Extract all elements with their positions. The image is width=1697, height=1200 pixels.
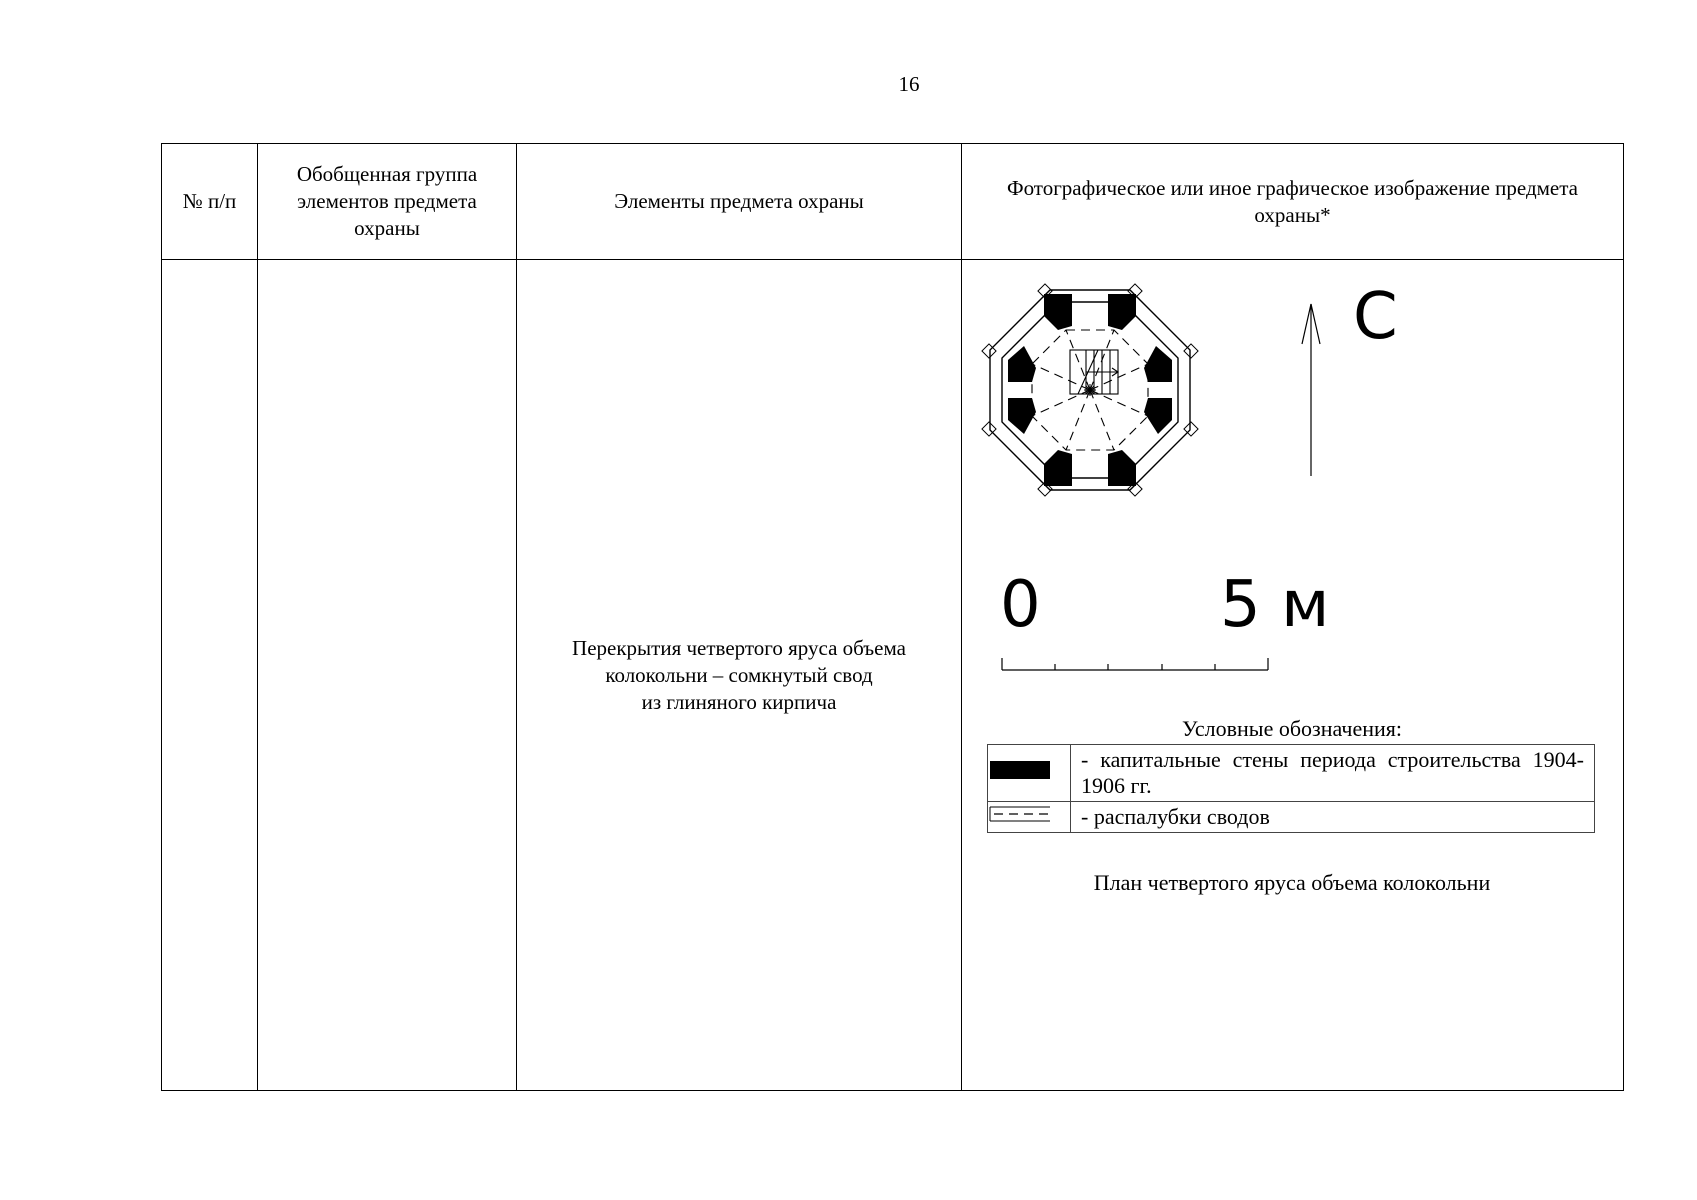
figure-caption: План четвертого яруса объема колокольни <box>1093 870 1491 895</box>
scale-start-label: 0 <box>1000 568 1041 642</box>
legend-row <box>988 745 1595 802</box>
legend-symbol-dashed <box>988 802 1071 833</box>
legend-table <box>987 744 1595 833</box>
cell-elements <box>517 260 962 1091</box>
header-group: Обобщенная группа элементов предмета охраны <box>258 144 517 260</box>
element-line-3: из глиняного кирпича <box>641 689 837 714</box>
scale-end-label: 5 м <box>1220 568 1330 642</box>
north-label: С <box>1353 280 1398 354</box>
cell-number <box>162 260 258 1091</box>
dashed-line-swatch-icon <box>988 802 1052 826</box>
table-row <box>162 260 1624 1091</box>
legend-row <box>988 802 1595 833</box>
legend-title: Условные обозначения: <box>1181 716 1403 741</box>
legend-text-dashed: - распалубки сводов <box>1071 802 1595 833</box>
table-header-row <box>162 144 1624 260</box>
scale-bar <box>1002 658 1268 670</box>
north-arrow-icon <box>1302 304 1320 476</box>
cell-group <box>258 260 517 1091</box>
cell-image <box>962 260 1624 1091</box>
header-number: № п/п <box>162 144 258 260</box>
solid-wall-swatch-icon <box>988 758 1052 782</box>
header-image: Фотографическое или иное графическое изображение предмета охраны* <box>962 144 1624 260</box>
legend-symbol-wall <box>988 745 1071 802</box>
element-line-1: Перекрытия четвертого яруса объема <box>572 635 906 660</box>
legend-text-wall: - капитальные стены периода строительства 1904-1906 гг. <box>1071 745 1595 802</box>
header-elements: Элементы предмета охраны <box>517 144 962 260</box>
protection-items-table <box>161 143 1624 1091</box>
floor-plan-figure <box>962 260 1624 1092</box>
page-number: 16 <box>898 72 920 96</box>
element-line-2: колокольни – сомкнутый свод <box>605 662 873 687</box>
